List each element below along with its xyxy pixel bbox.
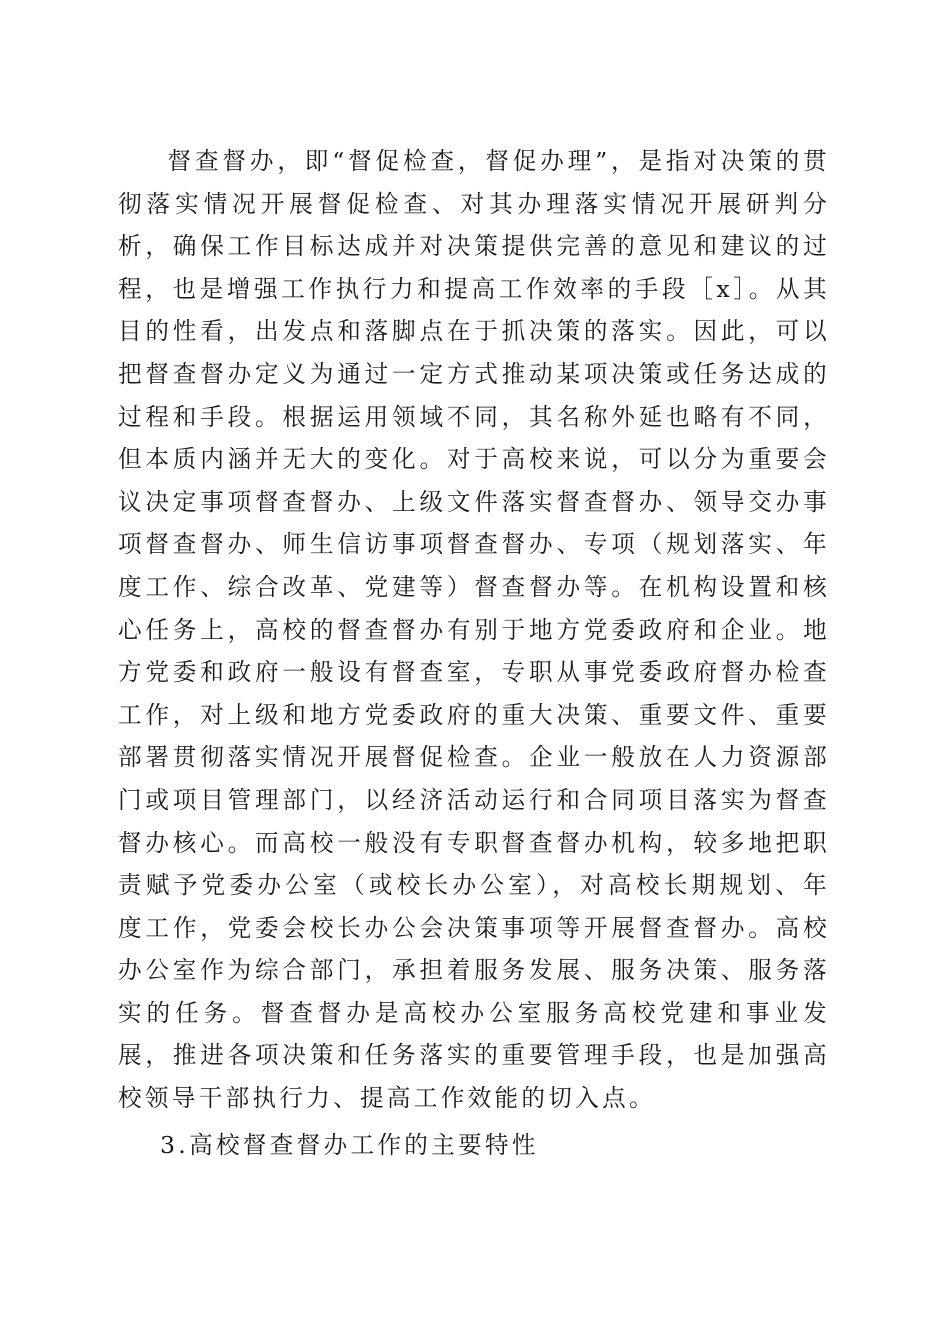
section-heading: 3.高校督查督办工作的主要特性 bbox=[160, 1131, 539, 1159]
body-paragraph: 督查督办，即“督促检查，督促办理”，是指对决策的贯彻落实情况开展督促检查、对其办理落实情况开展研判分析，确保工作目标达成并对决策提供完善的意见和建议的过程，也是增强工作执行力和提高工作效率的手段［x］。从其目的性看，出发点和落脚点在于抓决策的落实。因此，可以把督查督办定义为通过一定方式推动某项决策或任务达成的过程和手段。根据运用领域不同，其名称外延也略有不同，但本质内涵并无大的变化。对于高校来说，可以分为重要会议决定事项督查督办、上级文件落实督查督办、领导交办事项督查督办、师生信访事项督查督办、专项（规划落实、年度工作、综合改革、党建等）督查督办等。在机构设置和核心任务上，高校的督查督办有别于地方党委政府和企业。地方党委和政府一般设有督查室，专职从事党委政府督办检查工作，对上级和地方党委政府的重大决策、重要文件、重要部署贯彻落实情况开展督促检查。企业一般放在人力资源部门或项目管理部门，以经济活动运行和合同项目落实为督查督办核心。而高校一般没有专职督查督办机构，较多地把职责赋予党委办公室（或校长办公室），对高校长期规划、年度工作，党委会校长办公会决策事项等开展督查督办。高校办公室作为综合部门，承担着服务发展、服务决策、服务落实的任务。督查督办是高校办公室服务高校党建和事业发展，推进各项决策和任务落实的重要管理手段，也是加强高校领导干部执行力、提高工作效能的切入点。 bbox=[118, 147, 830, 1113]
